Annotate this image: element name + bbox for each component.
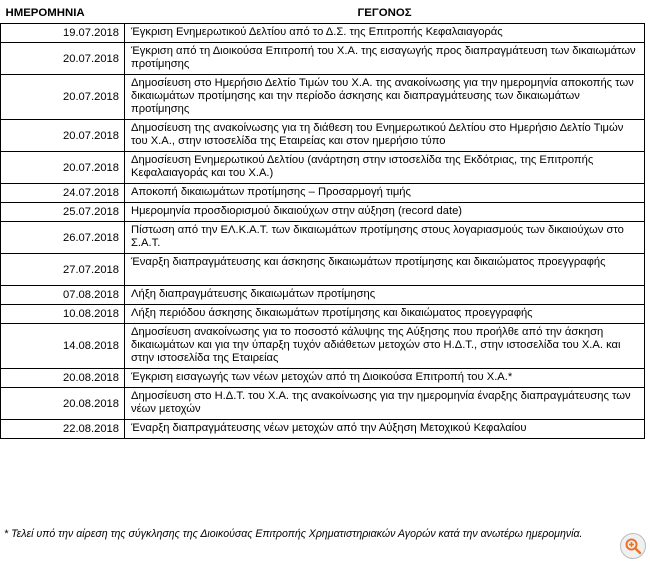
row-date: 20.07.2018 <box>1 152 125 184</box>
table-row <box>1 388 645 420</box>
row-date: 10.08.2018 <box>1 305 125 324</box>
row-event: Αποκοπή δικαιωμάτων προτίμησης – Προσαρμογή τιμής <box>125 184 645 203</box>
table-row <box>1 286 645 305</box>
table-row <box>1 254 645 286</box>
row-event: Λήξη περιόδου άσκησης δικαιωμάτων προτίμησης και δικαιώματος προεγγραφής <box>125 305 645 324</box>
row-event: Ημερομηνία προσδιορισμού δικαιούχων στην αύξηση (record date) <box>125 203 645 222</box>
row-date: 20.07.2018 <box>1 43 125 75</box>
row-event: Έναρξη διαπραγμάτευσης και άσκησης δικαιωμάτων προτίμησης και δικαιώματος προεγγραφής <box>125 254 645 286</box>
timeline-table <box>0 4 645 439</box>
zoom-in-icon <box>624 537 642 555</box>
table-row <box>1 152 645 184</box>
footnote: * Τελεί υπό την αίρεση της σύγκλησης της Διοικούσας Επιτροπής Χρηματιστηριακών Αγορών κατά την ανωτέρω ημερομηνία. <box>4 528 583 540</box>
table-row <box>1 324 645 369</box>
table-row <box>1 203 645 222</box>
column-header-date: ΗΜΕΡΟΜΗΝΙΑ <box>1 4 125 24</box>
table-row <box>1 184 645 203</box>
row-date: 07.08.2018 <box>1 286 125 305</box>
table-header-row <box>1 4 645 24</box>
row-event: Δημοσίευση στο Ημερήσιο Δελτίο Τιμών του Χ.Α. της ανακοίνωσης για την ημερομηνία αποκοπής των δικαιωμάτων προτίμησης και την περίοδο άσκησης και διαπραγμάτευσης των δικαιωμάτων προτίμησης <box>125 75 645 120</box>
table-row <box>1 305 645 324</box>
row-event: Δημοσίευση της ανακοίνωσης για τη διάθεση του Ενημερωτικού Δελτίου στο Ημερήσιο Δελτίο Τιμών του Χ.Α., στην ιστοσελίδα της Εταιρείας και στον ημερήσιο τύπο <box>125 120 645 152</box>
row-date: 19.07.2018 <box>1 24 125 43</box>
row-date: 24.07.2018 <box>1 184 125 203</box>
row-event: Έγκριση Ενημερωτικού Δελτίου από το Δ.Σ. της Επιτροπής Κεφαλαιαγοράς <box>125 24 645 43</box>
table-row <box>1 75 645 120</box>
row-date: 22.08.2018 <box>1 420 125 439</box>
row-date: 20.07.2018 <box>1 75 125 120</box>
row-date: 26.07.2018 <box>1 222 125 254</box>
row-event: Δημοσίευση ανακοίνωσης για το ποσοστό κάλυψης της Αύξησης που προήλθε από την άσκηση δικαιωμάτων και για την ύπαρξη τυχόν αδιάθετων μετοχών στο Η.Δ.Τ., στην ιστοσελίδα του Χ.Α. και στην ιστοσελίδα της Εταιρείας <box>125 324 645 369</box>
table-row <box>1 420 645 439</box>
row-event: Έναρξη διαπραγμάτευσης νέων μετοχών από την Αύξηση Μετοχικού Κεφαλαίου <box>125 420 645 439</box>
zoom-button[interactable] <box>620 533 646 559</box>
row-event: Δημοσίευση στο Η.Δ.Τ. του Χ.Α. της ανακοίνωσης για την ημερομηνία έναρξης διαπραγμάτευσης των νέων μετοχών <box>125 388 645 420</box>
row-event: Έγκριση εισαγωγής των νέων μετοχών από τη Διοικούσα Επιτροπή του Χ.Α.* <box>125 369 645 388</box>
row-date: 14.08.2018 <box>1 324 125 369</box>
row-event: Πίστωση από την ΕΛ.Κ.Α.Τ. των δικαιωμάτων προτίμησης στους λογαριασμούς των δικαιούχων στο Σ.Α.Τ. <box>125 222 645 254</box>
row-event: Δημοσίευση Ενημερωτικού Δελτίου (ανάρτηση στην ιστοσελίδα της Εκδότριας, της Επιτροπής Κεφαλαιαγοράς και του Χ.Α.) <box>125 152 645 184</box>
row-date: 25.07.2018 <box>1 203 125 222</box>
row-date: 20.07.2018 <box>1 120 125 152</box>
table-row <box>1 369 645 388</box>
table-row <box>1 120 645 152</box>
table-row <box>1 24 645 43</box>
row-date: 20.08.2018 <box>1 388 125 420</box>
row-date: 20.08.2018 <box>1 369 125 388</box>
column-header-event: ΓΕΓΟΝΟΣ <box>125 4 645 24</box>
row-event: Λήξη διαπραγμάτευσης δικαιωμάτων προτίμησης <box>125 286 645 305</box>
row-date: 27.07.2018 <box>1 254 125 286</box>
row-event: Έγκριση από τη Διοικούσα Επιτροπή του Χ.Α. της εισαγωγής προς διαπραγμάτευση των δικαιωμάτων προτίμησης <box>125 43 645 75</box>
table-row <box>1 222 645 254</box>
table-row <box>1 43 645 75</box>
